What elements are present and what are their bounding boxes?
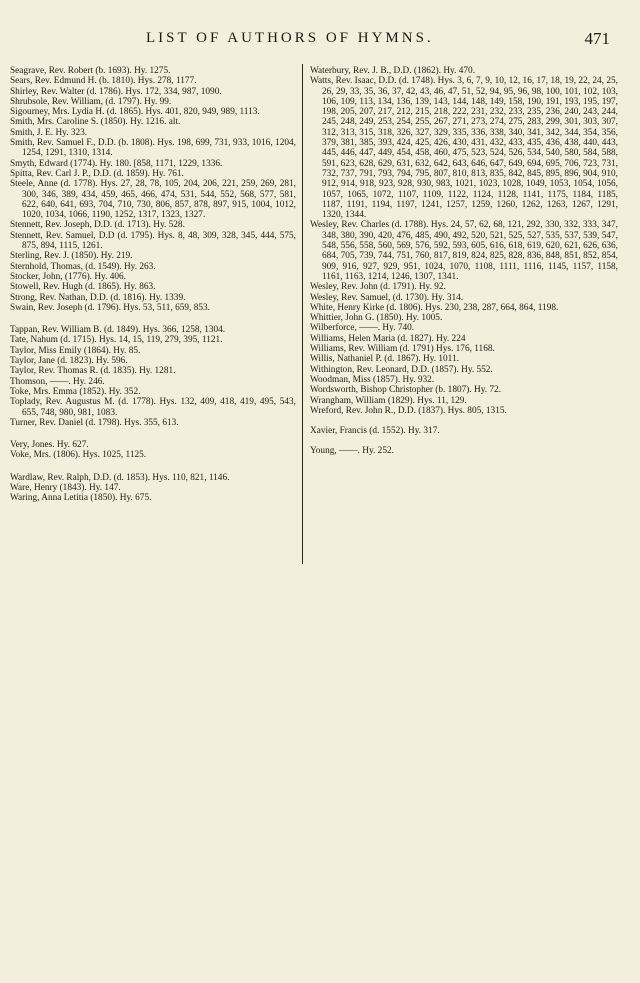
author-entry: Wesley, Rev. John (d. 1791). Hy. 92. xyxy=(310,282,446,293)
group-spacer xyxy=(10,461,296,473)
author-entry: Stowell, Rev. Hugh (d. 1865). Hy. 863. xyxy=(10,282,156,293)
author-entry: Sternhold, Thomas, (d. 1549). Hy. 263. xyxy=(10,261,156,272)
author-entry: Shrubsole, Rev. William, (d. 1797). Hy. 99. xyxy=(10,96,172,107)
author-entry: Stocker, John, (1776). Hy. 406. xyxy=(10,271,126,282)
author-entry: Wesley, Rev. Samuel, (d. 1730). Hy. 314. xyxy=(310,292,464,303)
author-entry: Wesley, Rev. Charles (d. 1788). Hys. 24, 57, 62, 68, 121, 292, 330, 332, 333, 347, 348, 380, 390, 420, 476, 485, 490, 492, 520, 521, 525, 527, 535, 537, 539, 547, 548, 556, 558, 560, 569, 576, 592, 593, 605, 616, 618, 619, 620, 621, 626, 636, 684, 705, 739, 744, 751, 760, 817, 819, 824, 825, 828, 836, 848, 851, 852, 854, 909, 916, 927, 929, 951, 1024, 1070, 1108, 1111, 1116, 1145, 1157, 1158, 1161, 1163, 1214, 1246, 1307, 1341. xyxy=(310,220,618,282)
author-entry: Tappan, Rev. William B. (d. 1849). Hys. 366, 1258, 1304. xyxy=(10,325,226,336)
column-divider xyxy=(302,64,303,564)
group-spacer xyxy=(10,313,296,325)
author-entry: Sterling, Rev. J. (1850). Hy. 219. xyxy=(10,251,133,262)
author-entry: Stennett, Rev. Samuel, D.D (d. 1795). Hys. 8, 48, 309, 328, 345, 444, 575, 875, 894, 1115, 1261. xyxy=(10,230,296,252)
author-entry: Waring, Anna Letitia (1850). Hy. 675. xyxy=(10,493,152,504)
author-entry: Swain, Rev. Joseph (d. 1796). Hys. 53, 511, 659, 853. xyxy=(10,302,210,313)
author-entry: Whittier, John G. (1850). Hy. 1005. xyxy=(310,313,443,324)
author-entry: Taylor, Miss Emily (1864). Hy. 85. xyxy=(10,345,141,356)
group-spacer xyxy=(10,428,296,440)
author-entry: Spitta, Rev. Carl J. P., D.D. (d. 1859). Hy. 761. xyxy=(10,168,184,179)
author-entry: Smith, Mrs. Caroline S. (1850). Hy. 1216. alt. xyxy=(10,117,181,128)
right-column xyxy=(310,66,618,457)
left-column xyxy=(10,66,296,504)
author-entry: Smyth, Edward (1774). Hy. 180. [858, 1171, 1229, 1336. xyxy=(10,158,223,169)
author-entry: Wrangham, William (1829). Hys. 11, 129. xyxy=(310,395,467,406)
author-entry: Waterbury, Rev. J. B., D.D. (1862). Hy. 470. xyxy=(310,66,476,76)
author-entry: White, Henry Kirke (d. 1806). Hys. 230, 238, 287, 664, 864, 1198. xyxy=(310,302,559,313)
author-entry: Ware, Henry (1843). Hy. 147. xyxy=(10,482,121,493)
author-entry: Wardlaw, Rev. Ralph, D.D. (d. 1853). Hys. 110, 821, 1146. xyxy=(10,472,230,483)
author-entry: Sears, Rev. Edmund H. (b. 1810). Hys. 278, 1177. xyxy=(10,76,197,87)
author-entry: Smith, Rev. Samuel F., D.D. (b. 1808). Hys. 198, 699, 731, 933, 1016, 1204, 1254, 1291, 1310, 1314. xyxy=(10,138,296,159)
author-entry: Steele, Anne (d. 1778). Hys. 27, 28, 78, 105, 204, 206, 221, 259, 269, 281, 300, 346, 389, 434, 459, 465, 466, 474, 531, 544, 552, 568, 577, 581, 622, 640, 641, 693, 704, 710, 730, 806, 857, 878, 897, 915, 1004, 1012, 1020, 1034, 1066, 1190, 1252, 1317, 1323, 1327. xyxy=(10,179,296,221)
author-entry: Williams, Rev. William (d. 1791) Hys. 176, 1168. xyxy=(310,344,495,355)
author-entry: Smith, J. E. Hy. 323. xyxy=(10,127,88,138)
author-entry: Shirley, Rev. Walter (d. 1786). Hys. 172, 334, 987, 1090. xyxy=(10,86,222,97)
author-entry: Watts, Rev. Isaac, D.D. (d. 1748). Hys. 3, 6, 7, 9, 10, 12, 16, 17, 18, 19, 22, 24, 25, 26, 29, 33, 35, 36, 37, 42, 43, 46, 47, 51, 52, 94, 95, 96, 98, 100, 101, 102, 103, 106, 109, 113, 134, 136, 139, 143, 144, 148, 149, 158, 190, 191, 193, 195, 197, 198, 205, 207, 217, 212, 215, 218, 222, 231, 232, 233, 235, 236, 240, 243, 244, 245, 248, 249, 253, 254, 255, 267, 271, 273, 274, 275, 283, 299, 301, 303, 307, 312, 313, 315, 318, 326, 327, 329, 335, 336, 338, 340, 341, 342, 344, 354, 356, 379, 381, 385, 393, 424, 425, 426, 430, 431, 432, 433, 435, 436, 438, 440, 443, 445, 446, 447, 449, 454, 458, 460, 475, 523, 524, 526, 534, 540, 580, 584, 588, 591, 623, 628, 629, 631, 632, 642, 643, 646, 647, 649, 694, 695, 706, 723, 731, 732, 737, 791, 793, 794, 795, 807, 810, 813, 835, 842, 845, 895, 896, 904, 910, 912, 914, 918, 923, 928, 930, 983, 1021, 1023, 1028, 1049, 1053, 1054, 1056, 1057, 1065, 1072, 1107, 1109, 1122, 1124, 1128, 1141, 1175, 1184, 1185, 1187, 1191, 1194, 1197, 1241, 1257, 1259, 1260, 1262, 1263, 1267, 1291, 1320, 1344. xyxy=(310,76,618,221)
group-spacer xyxy=(310,416,618,426)
author-entry: Woodman, Miss (1857). Hy. 932. xyxy=(310,374,435,385)
author-entry: Xavier, Francis (d. 1552). Hy. 317. xyxy=(310,426,440,437)
author-entry: Stennett, Rev. Joseph, D.D. (d. 1713). Hy. 528. xyxy=(10,220,185,231)
author-entry: Wilberforce, ——. Hy. 740. xyxy=(310,323,415,334)
running-header xyxy=(0,30,640,52)
author-entry: Seagrave, Rev. Robert (b. 1693). Hy. 1275. xyxy=(10,66,171,76)
author-entry: Thomson, ——. Hy. 246. xyxy=(10,376,105,387)
author-entry: Williams, Helen Maria (d. 1827). Hy. 224 xyxy=(310,333,466,344)
author-entry: Taylor, Rev. Thomas R. (d. 1835). Hy. 1281. xyxy=(10,366,176,377)
author-entry: Turner, Rev. Daniel (d. 1798). Hys. 355, 613. xyxy=(10,417,179,428)
page-number: 471 xyxy=(584,29,610,48)
author-entry: Sigourney, Mrs. Lydia H. (d. 1865). Hys. 401, 820, 949, 989, 1113. xyxy=(10,107,260,118)
author-entry: Taylor, Jane (d. 1823). Hy. 596. xyxy=(10,356,128,367)
author-entry: Wordsworth, Bishop Christopher (b. 1807). Hy. 72. xyxy=(310,385,502,396)
group-spacer xyxy=(310,436,618,446)
author-entry: Willis, Nathaniel P. (d. 1867). Hy. 1011. xyxy=(310,354,459,365)
author-entry: Wreford, Rev. John R., D.D. (1837). Hys. 805, 1315. xyxy=(310,405,507,416)
author-entry: Withington, Rev. Leonard, D.D. (1857). Hy. 552. xyxy=(310,364,493,375)
author-entry: Very, Jones. Hy. 627. xyxy=(10,440,89,451)
author-entry: Voke, Mrs. (1806). Hys. 1025, 1125. xyxy=(10,450,147,461)
author-entry: Toplady, Rev. Augustus M. (d. 1778). Hys. 132, 409, 418, 419, 495, 543, 655, 748, 980, 981, 1083. xyxy=(10,397,296,418)
page-title: LIST OF AUTHORS OF HYMNS. xyxy=(146,30,434,46)
author-entry: Young, ——. Hy. 252. xyxy=(310,446,394,457)
author-entry: Toke, Mrs. Emma (1852). Hy. 352. xyxy=(10,386,141,397)
author-entry: Tate, Nahum (d. 1715). Hys. 14, 15, 119, 279, 395, 1121. xyxy=(10,335,223,346)
author-entry: Strong, Rev. Nathan, D.D. (d. 1816). Hy. 1339. xyxy=(10,292,186,303)
